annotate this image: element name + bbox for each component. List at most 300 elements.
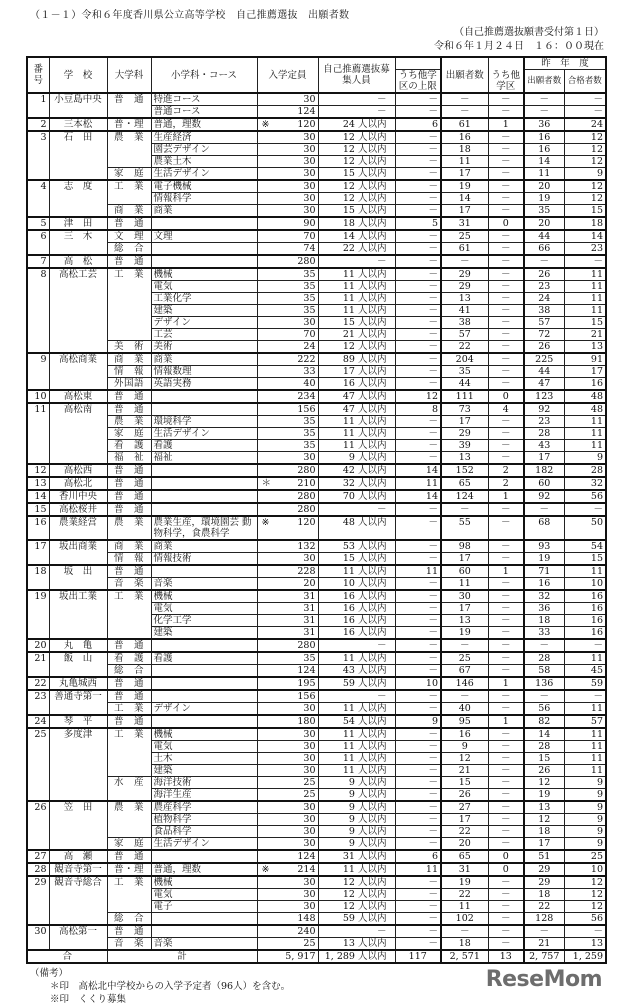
- capacity-cell: [257, 156, 318, 168]
- quota: 32 人以内: [318, 477, 395, 490]
- capacity: 240: [297, 926, 316, 937]
- capacity: 25: [303, 938, 316, 949]
- applicants: －: [441, 639, 488, 652]
- course-name: 機械: [151, 876, 257, 889]
- department: 家 庭: [107, 168, 151, 181]
- prev-applicants: －: [524, 255, 564, 268]
- department: 商 業: [107, 540, 151, 553]
- capacity-cell: [257, 205, 318, 218]
- school-number: 10: [27, 390, 49, 403]
- school-name: 津 田: [49, 217, 107, 230]
- table-row: [27, 93, 606, 106]
- quota: 16 人以内: [318, 615, 395, 627]
- capacity: 30: [303, 94, 316, 105]
- course-name: 生活デザイン: [151, 168, 257, 181]
- capacity-cell: [257, 106, 318, 119]
- capacity: 280: [297, 256, 316, 267]
- applicants: 40: [441, 703, 488, 716]
- department: 文 理: [107, 230, 151, 243]
- capacity-cell: [257, 652, 318, 665]
- other-district-limit: －: [395, 789, 441, 802]
- capacity-cell: [257, 876, 318, 889]
- applicants-other-district: 2: [488, 477, 524, 490]
- capacity-cell: [257, 850, 318, 863]
- quota: 21 人以内: [318, 329, 395, 341]
- course-name: 電子機械: [151, 180, 257, 193]
- capacity: 31: [303, 591, 316, 602]
- quota: 59 人以内: [318, 677, 395, 690]
- capacity: 280: [297, 640, 316, 651]
- capacity: 70: [303, 231, 316, 242]
- quota: －: [318, 925, 395, 938]
- other-district-limit: －: [395, 703, 441, 716]
- applicants: 44: [441, 378, 488, 391]
- prev-passed: 59: [564, 677, 606, 690]
- department: 家 庭: [107, 838, 151, 851]
- applicants-other-district: 0: [488, 217, 524, 230]
- capacity: 280: [297, 491, 316, 502]
- table-row: [27, 378, 606, 391]
- applicants: 25: [441, 230, 488, 243]
- capacity-cell: [257, 925, 318, 938]
- capacity: 30: [303, 729, 316, 740]
- course-name: [151, 490, 257, 503]
- capacity-cell: [257, 863, 318, 876]
- course-name: 植物科学: [151, 814, 257, 826]
- prev-passed: 9: [564, 777, 606, 789]
- capacity: 30: [303, 889, 316, 900]
- applicants: －: [441, 690, 488, 703]
- table-row: [27, 715, 606, 728]
- header-limit: うち他学区の上限: [395, 70, 441, 94]
- prev-applicants: 47: [524, 378, 564, 391]
- other-district-limit: －: [395, 503, 441, 516]
- quota: 9 人以内: [318, 801, 395, 814]
- applicants-table: [26, 56, 607, 964]
- prev-applicants: 24: [524, 293, 564, 305]
- course-name: [151, 503, 257, 516]
- department: 情 報: [107, 366, 151, 378]
- other-district-limit: －: [395, 615, 441, 627]
- other-district-limit: 9: [395, 715, 441, 728]
- quota: 12 人以内: [318, 341, 395, 354]
- course-name: [151, 464, 257, 477]
- capacity-cell: [257, 765, 318, 777]
- other-district-limit: －: [395, 516, 441, 540]
- applicants-other-district: －: [488, 603, 524, 615]
- applicants: 98: [441, 540, 488, 553]
- table-row: [27, 168, 606, 181]
- capacity: 124: [297, 851, 316, 862]
- department: 農 業: [107, 801, 151, 838]
- prev-passed: 10: [564, 863, 606, 876]
- course-name: 看護: [151, 440, 257, 452]
- applicants-other-district: －: [488, 578, 524, 591]
- other-district-limit: －: [395, 938, 441, 951]
- applicants: 17: [441, 553, 488, 566]
- quota: 12 人以内: [318, 144, 395, 156]
- applicants-other-district: －: [488, 590, 524, 603]
- prev-applicants: 20: [524, 180, 564, 193]
- capacity: 30: [303, 193, 316, 204]
- applicants-other-district: －: [488, 627, 524, 640]
- school-number: 23: [27, 690, 49, 715]
- note-kome: ※印 くくり募集: [50, 994, 127, 1005]
- school-number: 13: [27, 477, 49, 490]
- capacity-cell: [257, 317, 318, 329]
- applicants: 13: [441, 452, 488, 465]
- other-district-limit: －: [395, 268, 441, 281]
- prev-applicants: －: [524, 93, 564, 106]
- course-name: 工芸: [151, 329, 257, 341]
- school-number: 27: [27, 850, 49, 863]
- capacity: 280: [297, 465, 316, 476]
- applicants-other-district: －: [488, 341, 524, 354]
- school-name: 高松北: [49, 477, 107, 490]
- prev-applicants: 14: [524, 728, 564, 741]
- applicants: 22: [441, 341, 488, 354]
- prev-applicants: 28: [524, 428, 564, 440]
- prev-passed: 16: [564, 603, 606, 615]
- applicants-other-district: －: [488, 913, 524, 926]
- course-name: [151, 403, 257, 416]
- other-district-limit: －: [395, 665, 441, 678]
- applicants: 19: [441, 876, 488, 889]
- school-number: 12: [27, 464, 49, 477]
- applicants: 12: [441, 753, 488, 765]
- capacity: 20: [303, 578, 316, 589]
- total-limit: 117: [395, 950, 441, 963]
- capacity-cell: [257, 118, 318, 131]
- prev-passed: 12: [564, 156, 606, 168]
- capacity: 120: [297, 119, 316, 130]
- prev-passed: 16: [564, 627, 606, 640]
- prev-applicants: 16: [524, 578, 564, 591]
- applicants-other-district: －: [488, 131, 524, 144]
- capacity-cell: [257, 366, 318, 378]
- capacity: 228: [297, 566, 316, 577]
- applicants-other-district: 0: [488, 863, 524, 876]
- applicants: 22: [441, 889, 488, 901]
- school-name: 飯 山: [49, 652, 107, 677]
- quota: 11 人以内: [318, 741, 395, 753]
- prev-applicants: 23: [524, 416, 564, 428]
- prev-passed: 11: [564, 428, 606, 440]
- school-number: 28: [27, 863, 49, 876]
- applicants: 18: [441, 144, 488, 156]
- prev-applicants: －: [524, 925, 564, 938]
- applicants: 27: [441, 801, 488, 814]
- table-row: [27, 565, 606, 578]
- capacity: 30: [303, 553, 316, 564]
- quota: 47 人以内: [318, 403, 395, 416]
- other-district-limit: －: [395, 452, 441, 465]
- prev-applicants: 26: [524, 341, 564, 354]
- capacity-cell: [257, 838, 318, 851]
- capacity-cell: [257, 826, 318, 838]
- prev-applicants: 28: [524, 652, 564, 665]
- applicants-other-district: －: [488, 615, 524, 627]
- department: 総 合: [107, 913, 151, 926]
- quota: 11 人以内: [318, 728, 395, 741]
- prev-passed: 12: [564, 876, 606, 889]
- capacity-cell: [257, 305, 318, 317]
- course-name: 園芸デザイン: [151, 144, 257, 156]
- other-district-limit: －: [395, 180, 441, 193]
- table-body: [27, 93, 606, 950]
- capacity: 124: [297, 665, 316, 676]
- prev-applicants: 36: [524, 118, 564, 131]
- department: 工 業: [107, 180, 151, 205]
- school-number: 25: [27, 728, 49, 801]
- header-course: 小学科・コース: [151, 57, 257, 93]
- applicants: 29: [441, 268, 488, 281]
- prev-passed: 15: [564, 553, 606, 566]
- course-name: [151, 850, 257, 863]
- table-row: [27, 652, 606, 665]
- applicants: 111: [441, 390, 488, 403]
- capacity-cell: [257, 329, 318, 341]
- course-name: 商業: [151, 353, 257, 366]
- quota: 11 人以内: [318, 293, 395, 305]
- department: 普 通: [107, 217, 151, 230]
- applicants: 13: [441, 615, 488, 627]
- capacity: 35: [303, 440, 316, 451]
- prev-applicants: 58: [524, 665, 564, 678]
- applicants-other-district: －: [488, 741, 524, 753]
- capacity-cell: [257, 452, 318, 465]
- prev-applicants: 32: [524, 590, 564, 603]
- course-name: 電気: [151, 281, 257, 293]
- applicants-other-district: －: [488, 765, 524, 777]
- applicants: －: [441, 255, 488, 268]
- prev-applicants: 92: [524, 490, 564, 503]
- capacity: 180: [297, 716, 316, 727]
- prev-applicants: 68: [524, 516, 564, 540]
- applicants-other-district: 1: [488, 565, 524, 578]
- applicants: 9: [441, 741, 488, 753]
- department: 普 通: [107, 503, 151, 516]
- table-row: [27, 728, 606, 741]
- capacity-cell: [257, 131, 318, 144]
- quota: 16 人以内: [318, 627, 395, 640]
- applicants-other-district: －: [488, 366, 524, 378]
- applicants: 39: [441, 440, 488, 452]
- other-district-limit: －: [395, 131, 441, 144]
- applicants: 26: [441, 789, 488, 802]
- prev-applicants: 28: [524, 741, 564, 753]
- capacity: 30: [303, 181, 316, 192]
- school-number: 26: [27, 801, 49, 850]
- table-row: [27, 477, 606, 490]
- capacity: 30: [303, 753, 316, 764]
- applicants-other-district: －: [488, 317, 524, 329]
- prev-passed: －: [564, 93, 606, 106]
- applicants: 17: [441, 603, 488, 615]
- capacity: 156: [297, 691, 316, 702]
- resemom-logo: ReseMom: [485, 967, 602, 992]
- capacity-cell: [257, 889, 318, 901]
- department: 外国語: [107, 378, 151, 391]
- school-name: 坂 出: [49, 565, 107, 590]
- prev-passed: －: [564, 639, 606, 652]
- applicants: 65: [441, 477, 488, 490]
- prev-applicants: 43: [524, 440, 564, 452]
- table-row: [27, 243, 606, 256]
- applicants-other-district: －: [488, 889, 524, 901]
- capacity: 30: [303, 205, 316, 216]
- document-title: （１－１）令和６年度香川県公立高等学校 自己推薦選抜 出願者数: [30, 10, 350, 21]
- capacity: 70: [303, 329, 316, 340]
- capacity-cell: [257, 144, 318, 156]
- capacity-cell: [257, 777, 318, 789]
- applicants: 17: [441, 168, 488, 181]
- applicants-other-district: －: [488, 503, 524, 516]
- applicants: 17: [441, 416, 488, 428]
- applicants-other-district: －: [488, 452, 524, 465]
- prev-passed: 11: [564, 652, 606, 665]
- applicants: 16: [441, 131, 488, 144]
- prev-applicants: 225: [524, 353, 564, 366]
- prev-passed: 11: [564, 416, 606, 428]
- prev-passed: 15: [564, 205, 606, 218]
- quota: －: [318, 639, 395, 652]
- course-name: [151, 715, 257, 728]
- capacity-cell: [257, 93, 318, 106]
- quota: 15 人以内: [318, 553, 395, 566]
- school-name: 農業経営: [49, 516, 107, 540]
- course-name: 農業土木: [151, 156, 257, 168]
- table-row: [27, 490, 606, 503]
- prev-applicants: 20: [524, 217, 564, 230]
- prev-applicants: 71: [524, 565, 564, 578]
- applicants-other-district: －: [488, 938, 524, 951]
- prev-passed: －: [564, 503, 606, 516]
- notes-heading: （備考）: [30, 968, 69, 979]
- capacity-cell: [257, 428, 318, 440]
- table-row: [27, 440, 606, 452]
- subtitle: （自己推薦選抜願書受付第１日）: [454, 27, 604, 38]
- quota: 11 人以内: [318, 703, 395, 716]
- applicants: 17: [441, 205, 488, 218]
- capacity: 33: [303, 366, 316, 377]
- department: 普 通: [107, 690, 151, 703]
- other-district-limit: －: [395, 255, 441, 268]
- table-row: [27, 428, 606, 440]
- applicants-other-district: 0: [488, 850, 524, 863]
- capacity-cell: [257, 416, 318, 428]
- applicants: 29: [441, 281, 488, 293]
- course-name: 普通，理数: [151, 118, 257, 131]
- course-name: 土木: [151, 753, 257, 765]
- capacity-cell: [257, 801, 318, 814]
- applicants: 13: [441, 293, 488, 305]
- course-name: [151, 565, 257, 578]
- note-mark: ※: [261, 119, 270, 130]
- course-name: 商業: [151, 540, 257, 553]
- table-row: [27, 118, 606, 131]
- other-district-limit: 11: [395, 565, 441, 578]
- capacity-cell: [257, 281, 318, 293]
- school-name: 琴 平: [49, 715, 107, 728]
- department: 看 護: [107, 440, 151, 452]
- prev-passed: 25: [564, 850, 606, 863]
- prev-passed: 16: [564, 378, 606, 391]
- applicants-other-district: －: [488, 156, 524, 168]
- prev-passed: 21: [564, 329, 606, 341]
- course-name: 機械: [151, 728, 257, 741]
- other-district-limit: －: [395, 281, 441, 293]
- capacity: 35: [303, 428, 316, 439]
- table-row: [27, 180, 606, 193]
- applicants: 61: [441, 118, 488, 131]
- table-row: [27, 390, 606, 403]
- quota: 13 人以内: [318, 938, 395, 951]
- school-name: 笠 田: [49, 801, 107, 850]
- quota: 11 人以内: [318, 305, 395, 317]
- quota: 47 人以内: [318, 390, 395, 403]
- prev-applicants: 182: [524, 464, 564, 477]
- school-name: 坂出商業: [49, 540, 107, 565]
- applicants: 11: [441, 156, 488, 168]
- prev-applicants: 16: [524, 144, 564, 156]
- quota: 48 人以内: [318, 516, 395, 540]
- capacity-cell: [257, 540, 318, 553]
- department: 総 合: [107, 665, 151, 678]
- quota: 10 人以内: [318, 578, 395, 591]
- prev-applicants: －: [524, 690, 564, 703]
- course-name: [151, 665, 257, 678]
- quota: 15 人以内: [318, 317, 395, 329]
- capacity: 30: [303, 144, 316, 155]
- course-name: 情報技術: [151, 553, 257, 566]
- other-district-limit: 11: [395, 477, 441, 490]
- quota: 11 人以内: [318, 565, 395, 578]
- school-number: 1: [27, 93, 49, 118]
- school-name: 三本松: [49, 118, 107, 131]
- quota: 11 人以内: [318, 428, 395, 440]
- capacity: 40: [303, 378, 316, 389]
- prev-passed: 11: [564, 741, 606, 753]
- header-dept: 大学科: [107, 57, 151, 93]
- table-row: [27, 403, 606, 416]
- school-number: 22: [27, 677, 49, 690]
- capacity-cell: [257, 565, 318, 578]
- capacity: 210: [297, 478, 316, 489]
- capacity-cell: [257, 180, 318, 193]
- prev-passed: 12: [564, 901, 606, 913]
- applicants-other-district: －: [488, 516, 524, 540]
- table-row: [27, 540, 606, 553]
- applicants-other-district: －: [488, 690, 524, 703]
- other-district-limit: －: [395, 205, 441, 218]
- department: 普 通: [107, 464, 151, 477]
- other-district-limit: －: [395, 652, 441, 665]
- quota: 11 人以内: [318, 652, 395, 665]
- applicants-other-district: －: [488, 230, 524, 243]
- prev-applicants: 17: [524, 838, 564, 851]
- prev-applicants: 14: [524, 156, 564, 168]
- school-number: 9: [27, 353, 49, 390]
- applicants-other-district: －: [488, 168, 524, 181]
- department: 普 通: [107, 255, 151, 268]
- school-name: 石 田: [49, 131, 107, 180]
- course-name: 建築: [151, 765, 257, 777]
- prev-passed: 11: [564, 268, 606, 281]
- school-name: 観音寺総合: [49, 876, 107, 925]
- quota: 12 人以内: [318, 889, 395, 901]
- capacity-cell: [257, 603, 318, 615]
